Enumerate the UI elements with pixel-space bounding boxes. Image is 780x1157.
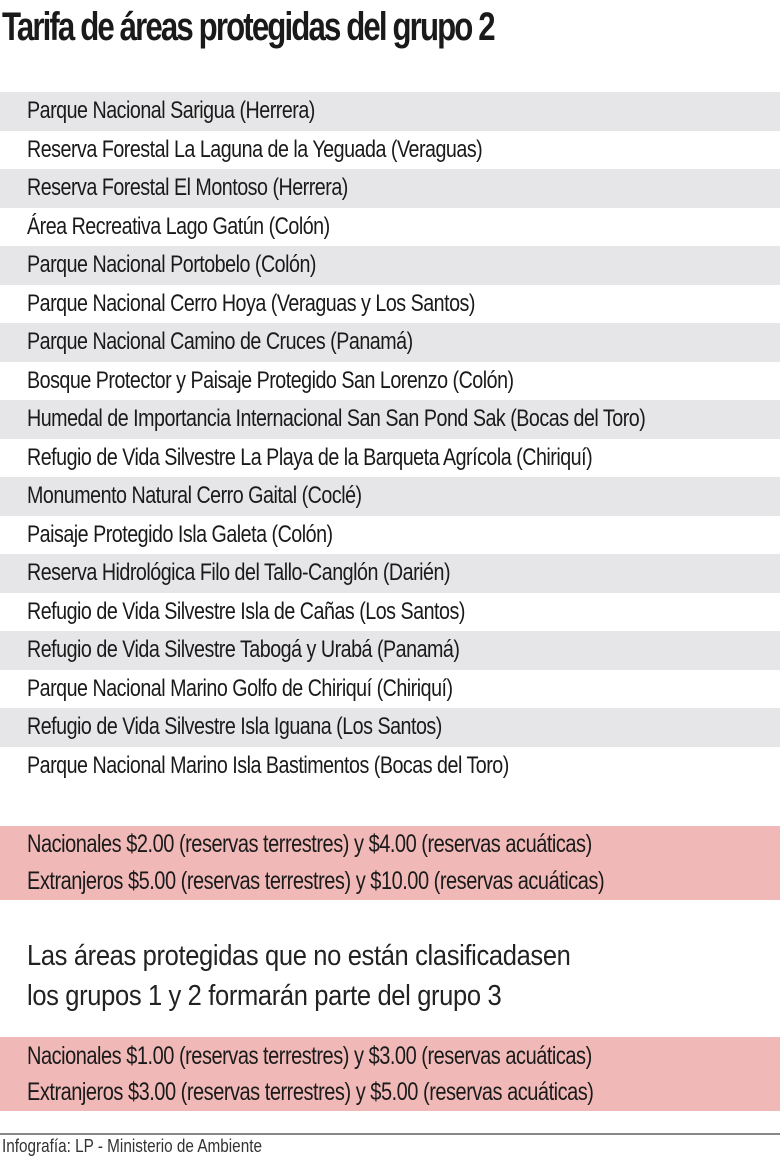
list-item: Parque Nacional Marino Golfo de Chiriquí (Chiriquí) (27, 674, 453, 702)
group3-fees-box (0, 1037, 780, 1111)
list-item: Parque Nacional Camino de Cruces (Panamá) (0, 323, 780, 362)
list-item: Reserva Forestal La Laguna de la Yeguada (Veraguas) (27, 135, 483, 163)
list-item: Reserva Hidrológica Filo del Tallo-Canglón (Darién) (0, 554, 780, 593)
list-item: Área Recreativa Lago Gatún (Colón) (27, 212, 330, 240)
protected-areas-list (0, 92, 780, 785)
list-item: Monumento Natural Cerro Gaital (Coclé) (0, 477, 780, 516)
list-item: Parque Nacional Cerro Hoya (Veraguas y Los Santos) (27, 289, 475, 317)
list-item: Refugio de Vida Silvestre Isla de Cañas (Los Santos) (27, 597, 465, 625)
list-item: Parque Nacional Portobelo (Colón) (0, 246, 780, 285)
source-credit: Infografía: LP - Ministerio de Ambiente (2, 1136, 262, 1156)
group3-note: Las áreas protegidas que no están clasificadasen los grupos 1 y 2 formarán parte del grupo 3 (27, 940, 571, 1012)
list-item: Bosque Protector y Paisaje Protegido San Lorenzo (Colón) (27, 366, 514, 394)
fee-nationals: Nacionales $2.00 (reservas terrestres) y $4.00 (reservas acuáticas) (27, 830, 592, 858)
fee-foreigners: Extranjeros $5.00 (reservas terrestres) y $10.00 (reservas acuáticas) (27, 867, 605, 895)
list-item: Humedal de Importancia Internacional San San Pond Sak (Bocas del Toro) (0, 400, 780, 439)
list-item: Paisaje Protegido Isla Galeta (Colón) (27, 520, 333, 548)
list-item: Refugio de Vida Silvestre La Playa de la Barqueta Agrícola (Chiriquí) (27, 443, 593, 471)
fee-nationals: Nacionales $1.00 (reservas terrestres) y $3.00 (reservas acuáticas) (27, 1042, 592, 1070)
list-item: Refugio de Vida Silvestre Tabogá y Urabá (Panamá) (0, 631, 780, 670)
list-item: Refugio de Vida Silvestre Isla Iguana (Los Santos) (0, 708, 780, 747)
page-title: Tarifa de áreas protegidas del grupo 2 (2, 5, 494, 49)
fee-foreigners: Extranjeros $3.00 (reservas terrestres) y $5.00 (reservas acuáticas) (27, 1078, 594, 1106)
group2-fees-box (0, 826, 780, 900)
list-item: Parque Nacional Sarigua (Herrera) (0, 92, 780, 131)
list-item: Reserva Forestal El Montoso (Herrera) (0, 169, 780, 208)
list-item: Parque Nacional Marino Isla Bastimentos (Bocas del Toro) (27, 751, 509, 779)
